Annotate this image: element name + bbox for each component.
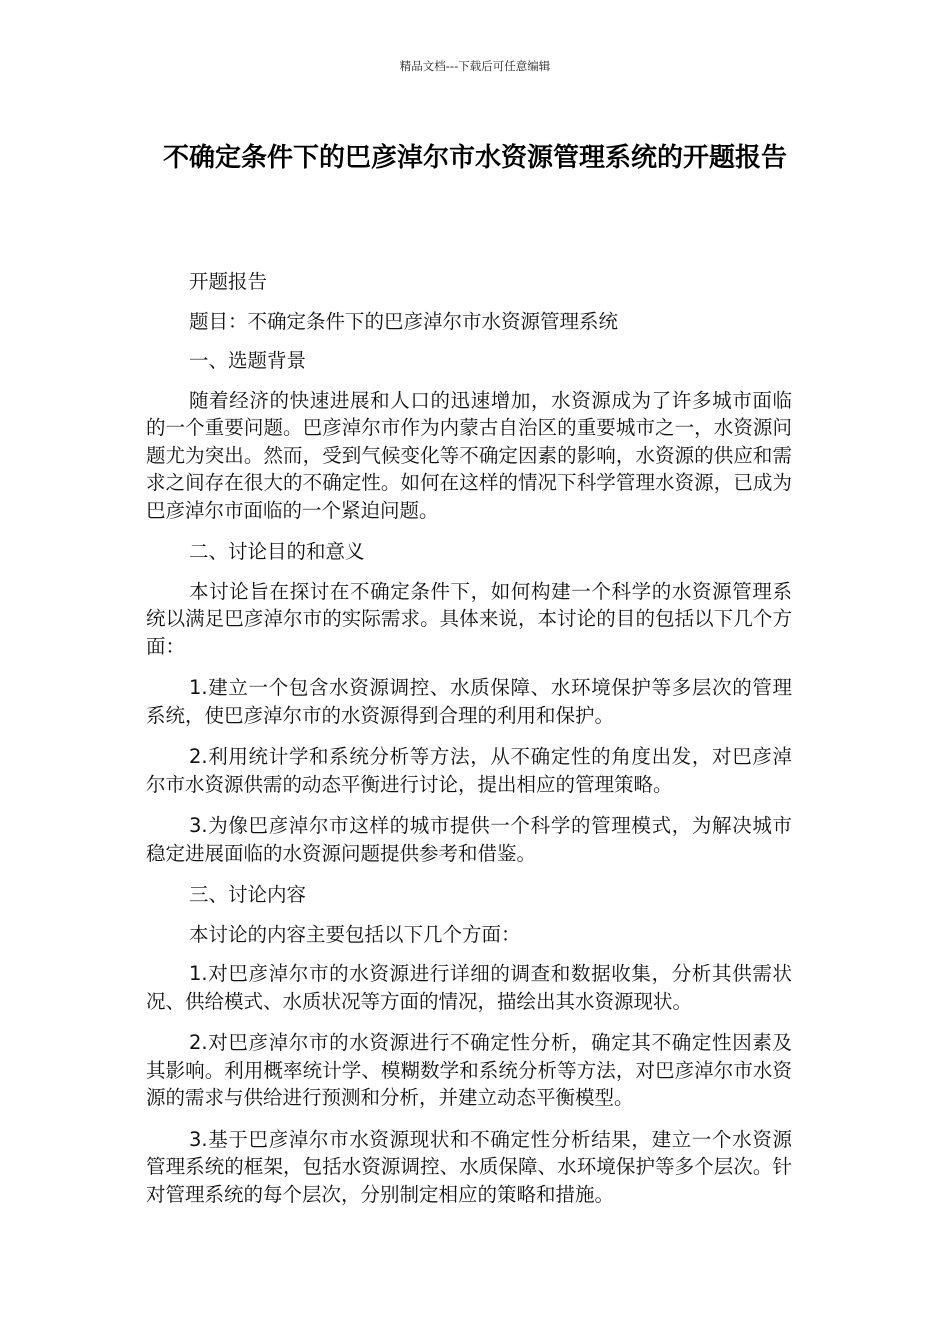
content-item-3: 3.基于巴彦淖尔市水资源现状和不确定性分析结果，建立一个水资源管理系统的框架，包括水资源调控、水质保障、水环境保护等多个层次。针对管理系统的每个层次，分别制定相应的策略和措施。 — [146, 1127, 792, 1206]
topic-line: 题目：不确定条件下的巴彦淖尔市水资源管理系统 — [189, 309, 619, 333]
section-label-report: 开题报告 — [189, 270, 268, 293]
heading-purpose: 二、讨论目的和意义 — [189, 540, 365, 563]
document-body — [146, 268, 792, 1222]
paragraph-content-intro: 本讨论的内容主要包括以下几个方面： — [189, 922, 521, 946]
header-note: 精品文档---下载后可任意编辑 — [399, 59, 551, 73]
purpose-item-1: 1.建立一个包含水资源调控、水质保障、水环境保护等多层次的管理系统，使巴彦淖尔市的水资源得到合理的利用和保护。 — [146, 676, 792, 727]
document-title: 不确定条件下的巴彦淖尔市水资源管理系统的开题报告 — [162, 143, 787, 173]
purpose-item-3: 3.为像巴彦淖尔市这样的城市提供一个科学的管理模式，为解决城市稳定进展面临的水资源问题提供参考和借鉴。 — [146, 814, 792, 865]
heading-content: 三、讨论内容 — [189, 883, 307, 906]
paragraph-background: 随着经济的快速进展和人口的迅速增加，水资源成为了许多城市面临的一个重要问题。巴彦淖尔市作为内蒙古自治区的重要城市之一，水资源问题尤为突出。然而，受到气候变化等不确定因素的影响，水资源的供应和需求之间存在很大的不确定性。如何在这样的情况下科学管理水资源，已成为巴彦淖尔市面临的一个紧迫问题。 — [146, 388, 792, 522]
paragraph-purpose-intro: 本讨论旨在探讨在不确定条件下，如何构建一个科学的水资源管理系统以满足巴彦淖尔市的实际需求。具体来说，本讨论的目的包括以下几个方面： — [146, 579, 792, 658]
content-item-1: 1.对巴彦淖尔市的水资源进行详细的调查和数据收集，分析其供需状况、供给模式、水质状况等方面的情况，描绘出其水资源现状。 — [146, 962, 792, 1013]
purpose-item-2: 2.利用统计学和系统分析等方法，从不确定性的角度出发，对巴彦淖尔市水资源供需的动态平衡进行讨论，提出相应的管理策略。 — [146, 745, 792, 796]
heading-background: 一、选题背景 — [189, 349, 307, 372]
content-item-2: 2.对巴彦淖尔市的水资源进行不确定性分析，确定其不确定性因素及其影响。利用概率统计学、模糊数学和系统分析等方法，对巴彦淖尔市水资源的需求与供给进行预测和分析，并建立动态平衡模型。 — [146, 1031, 792, 1109]
